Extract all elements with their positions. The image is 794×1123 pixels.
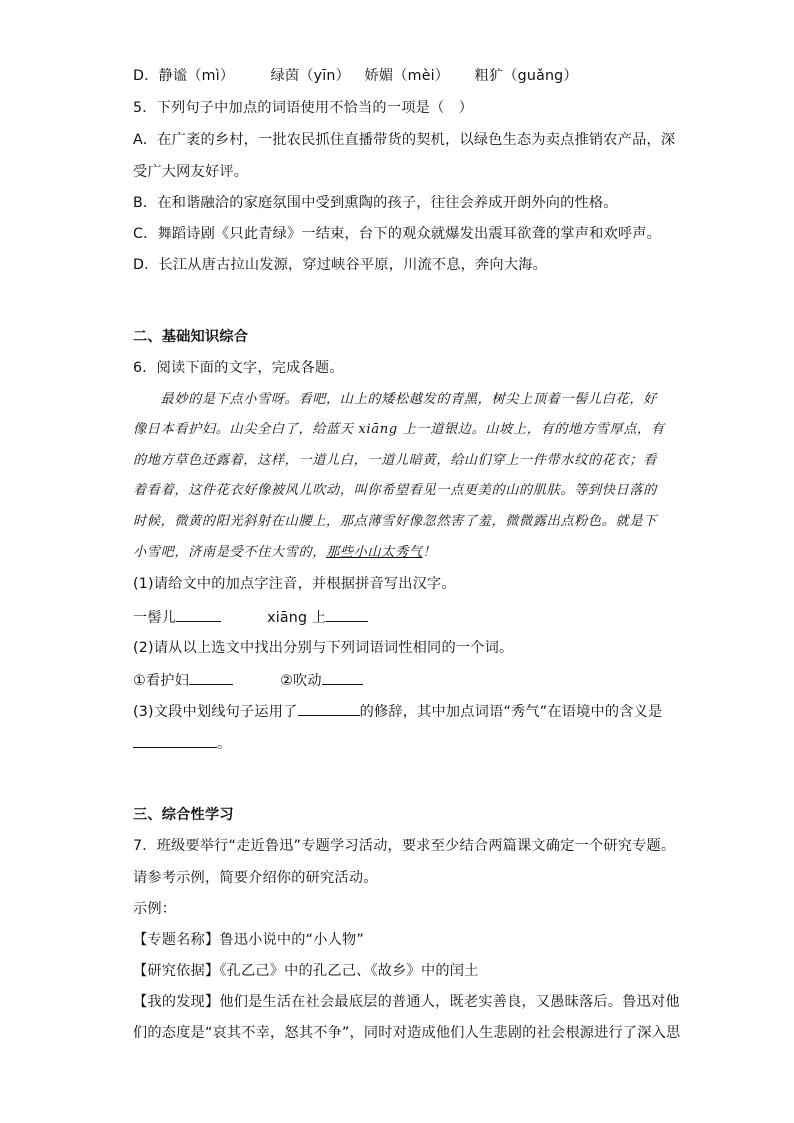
q6-sub2-answers: [133, 670, 363, 691]
q4-option-d: [133, 66, 578, 86]
q7-topic: 【专题名称】鲁迅小说中的“小人物”: [133, 932, 364, 948]
q6-passage-line-6: [133, 543, 436, 563]
q4-option-d-item-1: 静谧（mì）: [158, 68, 235, 84]
q6-sub2-a-blank[interactable]: [189, 670, 233, 685]
q6-sub3: [133, 701, 662, 722]
q6-sub1: (1)请给文中的加点字注音，并根据拼音写出汉字。: [133, 576, 456, 592]
q7-example-label: 示例：: [133, 901, 177, 917]
q6-sub3-line2: [133, 733, 231, 754]
q6-sub1-b-label: xiāng 上: [267, 610, 327, 626]
q4-option-d-item-2: 绿茵（yīn）: [270, 68, 350, 84]
q6-sub1-answers: [133, 607, 368, 628]
q7-finding-line-2: 们的态度是“哀其不幸，怒其不争”，同时对造成他们人生悲剧的社会根源进行了深入思: [133, 1025, 681, 1041]
q4-option-d-item-3: 娇媚（mèi）: [364, 68, 450, 84]
q6-sub3-pre: (3)文段中划线句子运用了: [133, 704, 298, 720]
q6-passage-line-3: 的地方草色还露着，这样，一道儿白，一道儿暗黄，给山们穿上一件带水纹的花衣；看: [133, 453, 657, 468]
q6-sub3-post: 的修辞，其中加点词语“秀气”在语境中的含义是: [359, 704, 663, 720]
q7-basis: 【研究依据】《孔乙己》中的孔乙己、《故乡》中的闰土: [133, 963, 479, 979]
q6-sub1-b-blank[interactable]: [326, 607, 368, 622]
q5-option-b: B．在和谐融洽的家庭氛围中受到熏陶的孩子，往往会养成开朗外向的性格。: [133, 195, 618, 211]
q5-option-d: D．长江从唐古拉山发源，穿过峡谷平原，川流不息，奔向大海。: [133, 257, 547, 273]
q6-sub1-a-blank[interactable]: [176, 607, 221, 622]
q7-finding-line-1: 【我的发现】他们是生活在社会最底层的普通人，既老实善良，又愚昧落后。鲁迅对他: [133, 994, 680, 1010]
section-2-heading: 二、基础知识综合: [133, 329, 249, 345]
q6-sub3-blank-1[interactable]: [298, 701, 360, 716]
q6-stem: 6．阅读下面的文字，完成各题。: [133, 360, 344, 376]
q6-passage-line-1: 最妙的是下点小雪呀。看吧，山上的矮松越发的青黑，树尖上顶着一髻儿白花，好: [133, 392, 657, 407]
q5-option-c: C．舞蹈诗剧《只此青绿》一结束，台下的观众就爆发出震耳欲聋的掌声和欢呼声。: [133, 226, 662, 242]
section-3-heading: 三、综合性学习: [133, 807, 234, 823]
q7-line-1: 7．班级要举行“走近鲁迅”专题学习活动，要求至少结合两篇课文确定一个研究专题。: [133, 838, 676, 854]
q6-passage-last-post: ！: [422, 545, 437, 560]
q6-sub2-b-blank[interactable]: [322, 670, 363, 685]
q6-passage-line-2: 像日本看护妇。山尖全白了，给蓝天 xiāng 上一道银边。山坡上，有的地方雪厚点，有: [133, 422, 665, 437]
q4-option-d-label: D．: [133, 68, 159, 84]
q7-line-2: 请参考示例，简要介绍你的研究活动。: [133, 870, 378, 886]
q6-sub2-b-label: ②吹动: [280, 673, 322, 689]
q6-sub2: (2)请从以上选文中找出分别与下列词语词性相同的一个词。: [133, 640, 514, 656]
q4-option-d-item-4: 粗犷（guǎng）: [474, 68, 578, 84]
q6-sub2-a-label: ①看护妇: [133, 673, 190, 689]
q5-option-a-line2: 受广大网友好评。: [133, 164, 249, 180]
q6-sub3-blank-2[interactable]: [133, 733, 217, 748]
q6-passage-line-5: 时候，微黄的阳光斜射在山腰上，那点薄雪好像忽然害了羞，微微露出点粉色。就是下: [133, 514, 657, 529]
q6-sub3-end: 。: [217, 736, 232, 752]
q6-sub1-a-label: 一髻儿: [133, 610, 177, 626]
q6-passage-line-4: 着看着，这件花衣好像被风儿吹动，叫你希望看见一点更美的山的肌肤。等到快日落的: [133, 483, 657, 498]
q6-passage-last-pre: 小雪吧，济南是受不住大雪的，: [133, 545, 327, 560]
q6-underlined-sentence: 那些小山太秀气: [326, 545, 423, 560]
q5-option-a-line1: A．在广袤的乡村，一批农民抓住直播带货的契机，以绿色生态为卖点推销农产品，深: [133, 132, 676, 148]
q5-stem: 5．下列句子中加点的词语使用不恰当的一项是（ ）: [133, 100, 474, 116]
